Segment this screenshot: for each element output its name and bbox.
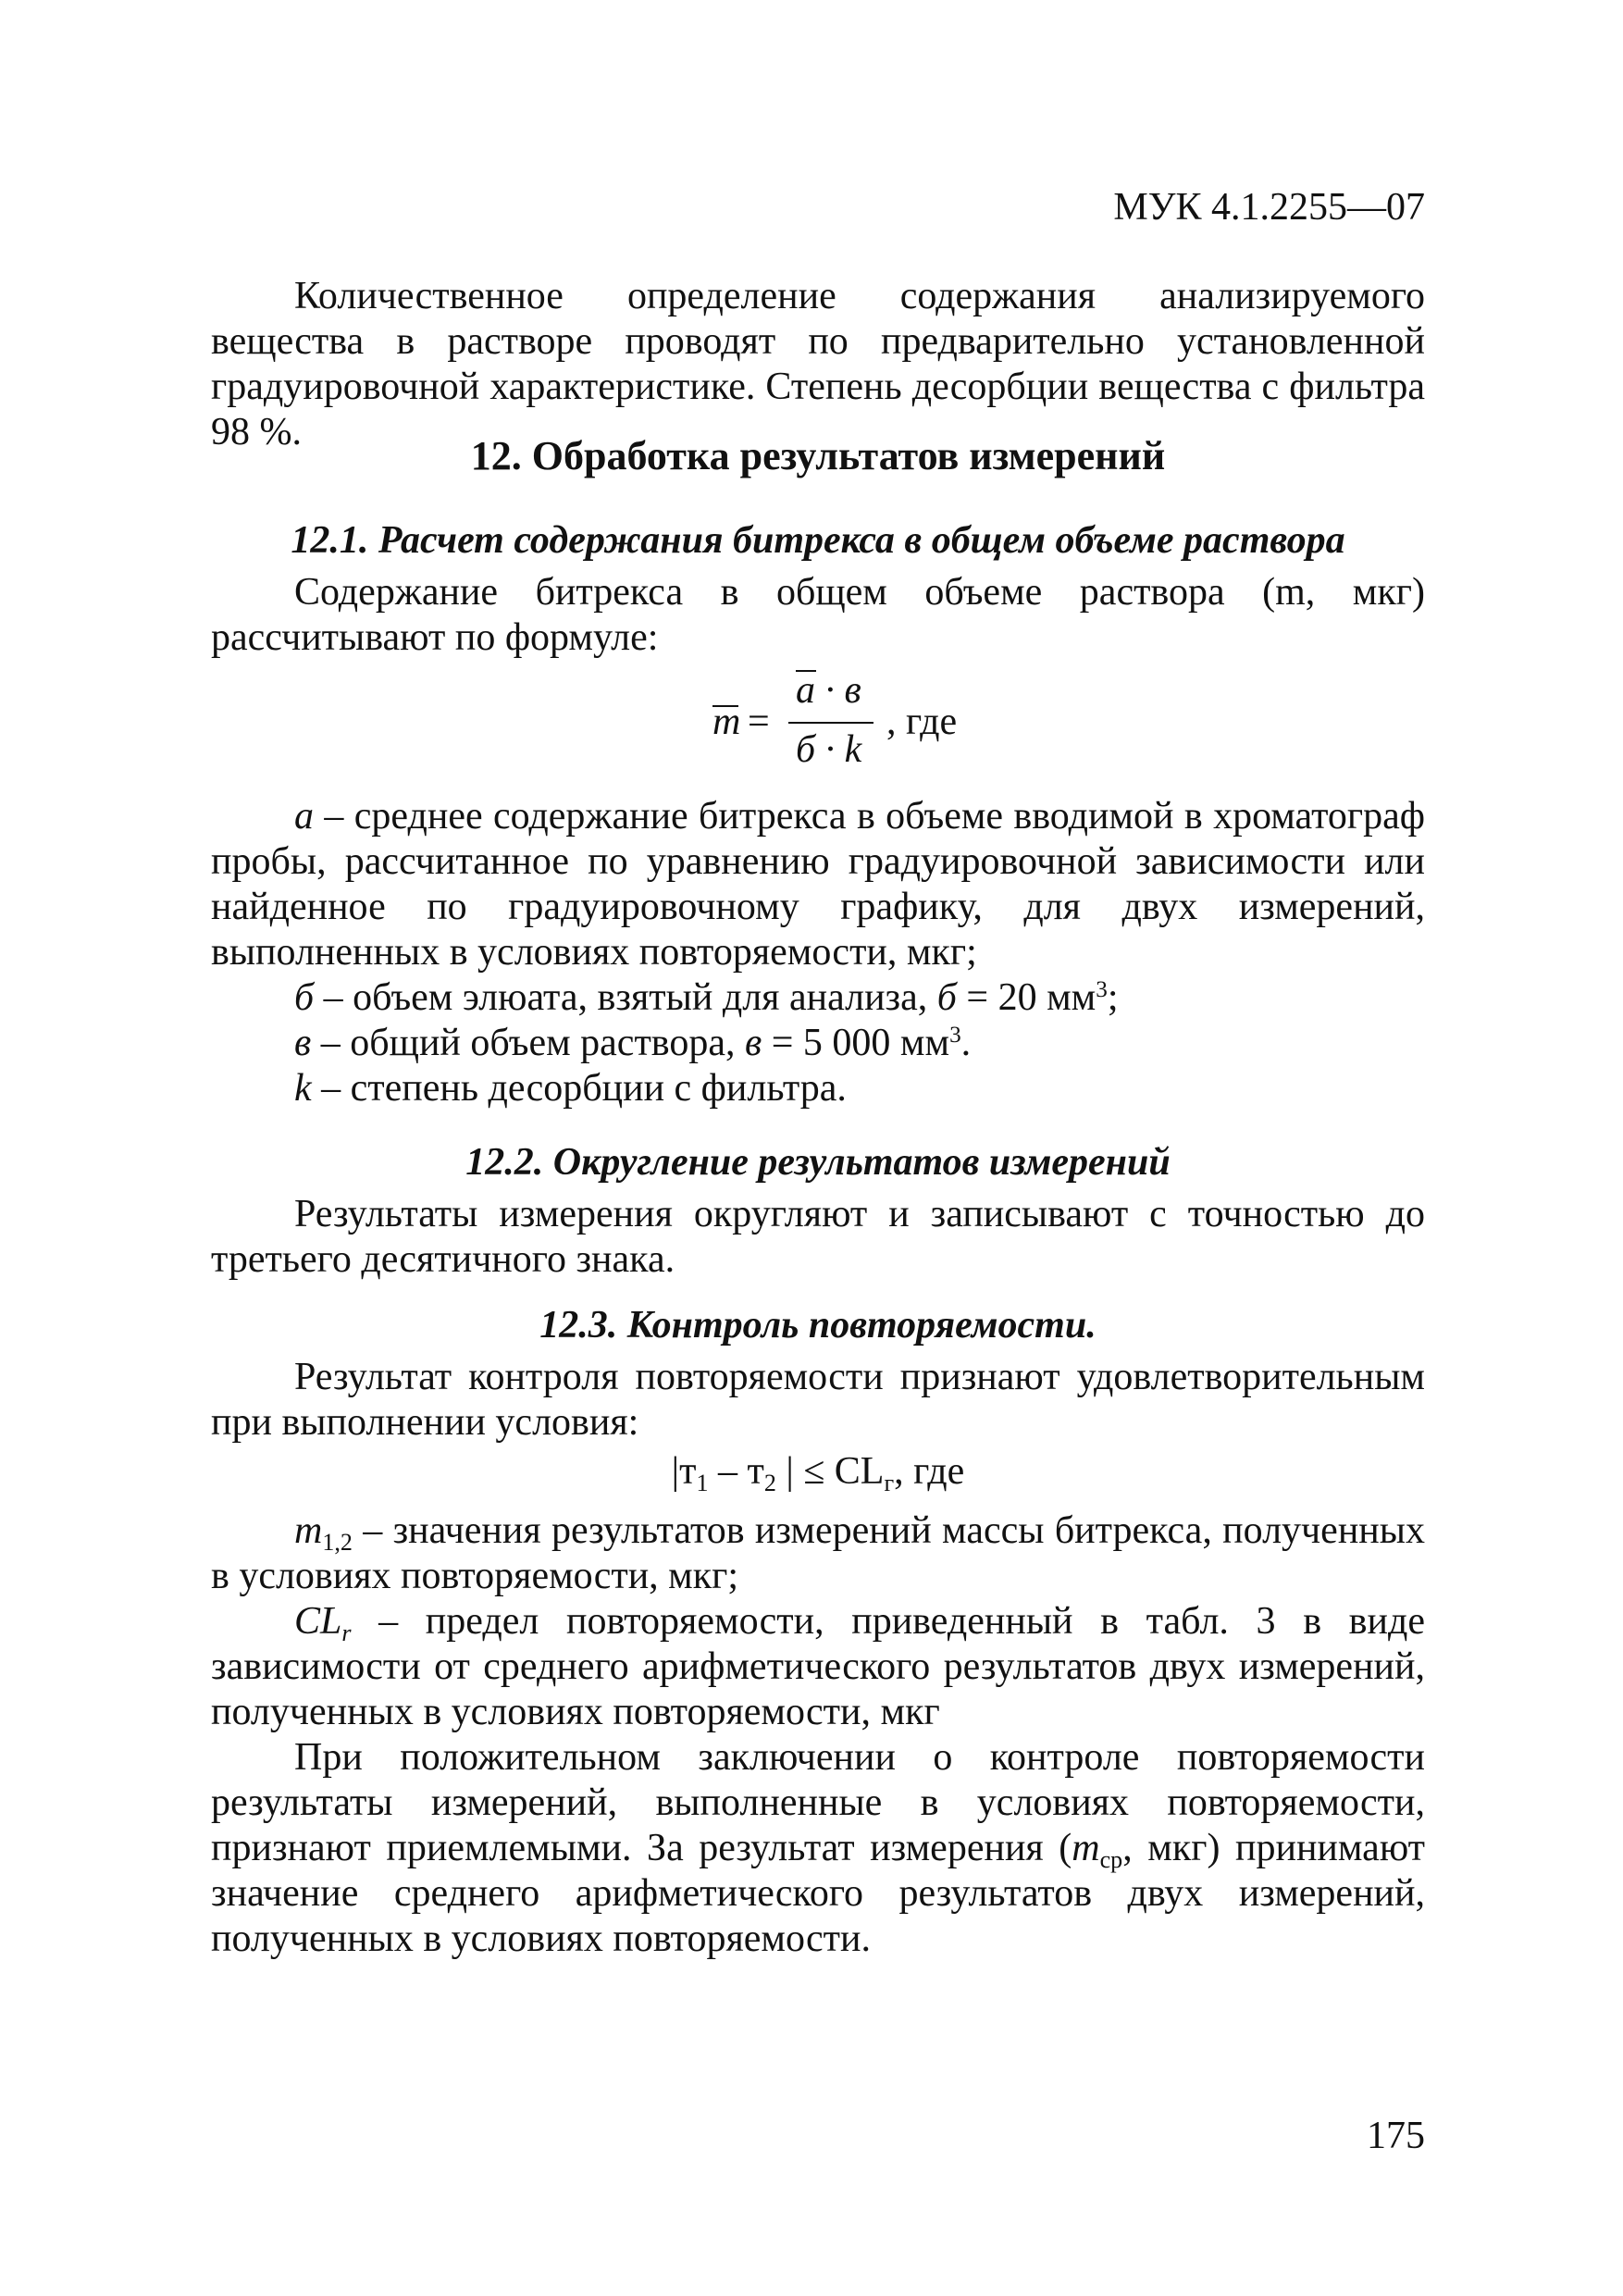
symbol-a: а (294, 795, 314, 838)
formula-lhs: m (712, 701, 741, 743)
repeatability-condition: $|т_1 - т_2$ | ≤ $CL_г$, где (671, 1450, 965, 1496)
formula-equals: = (748, 701, 770, 743)
definition-b: б – объем элюата, взятый для анализа, б = 20 $мм^3$; (294, 976, 1119, 1019)
section-12-1-heading: 12.1. Расчет содержания битрекса в общем объеме раствора (291, 519, 1345, 562)
section-12-3-heading: 12.3. Контроль повторяемости. (539, 1304, 1096, 1347)
section-12-heading: 12. Обработка результатов измерений (470, 433, 1166, 478)
formula-tail: , где (886, 701, 958, 743)
section-12-2-text: Результаты измерения округляют и записывают с точностью до третьего десятичного знака. (211, 1193, 1425, 1281)
mass-formula (703, 664, 1073, 785)
section-12-1-intro: Содержание битрекса в общем объеме раствора (m, мкг) рассчитывают по формуле: (211, 571, 1425, 659)
definition-clr: $CL_r$ – предел повторяемости, приведенный в табл. 3 в виде зависимости от среднего арифметического результатов двух измерений, полученных в условиях повторяемости, мкг (211, 1600, 1425, 1733)
document-code: МУК 4.1.2255—07 (1113, 186, 1425, 229)
fraction-line (788, 722, 873, 724)
definition-v: в – общий объем раствора, в = 5 000 $мм^3$. (294, 1022, 972, 1064)
formula-numerator: a · в (796, 669, 861, 712)
final-paragraph: При положительном заключении о контроле повторяемости результаты измерений, выполненные в условиях повторяемости, признают приемлемыми. За результат измерения ($m_{ср}$, мкг) принимают значение среднего арифметического результатов двух измерений, полученных в условиях повторяемости. (211, 1736, 1426, 1960)
definition-k: k – степень десорбции с фильтра. (294, 1067, 847, 1110)
page-number: 175 (1367, 2115, 1425, 2157)
formula-denominator: б · k (796, 728, 862, 771)
intro-paragraph: Количественное определение содержания анализируемого вещества в растворе проводят по предварительно установленной градуировочной характеристике. Степень десорбции вещества с фильтра 98 %. (211, 275, 1425, 453)
definition-a: а – среднее содержание битрекса в объеме вводимой в хроматограф пробы, рассчитанное по уравнению градуировочной зависимости или найденное по градуировочному графику, для двух измерений, выполненных в условиях повторяемости, мкг; (211, 795, 1425, 974)
definition-m12: $m_{1,2}$ – значения результатов измерений массы битрекса, полученных в условиях повторяемости, мкг; (211, 1509, 1425, 1597)
section-12-3-intro: Результат контроля повторяемости признают удовлетворительным при выполнении условия: (211, 1356, 1425, 1444)
section-12-2-heading: 12.2. Округление результатов измерений (465, 1141, 1171, 1184)
